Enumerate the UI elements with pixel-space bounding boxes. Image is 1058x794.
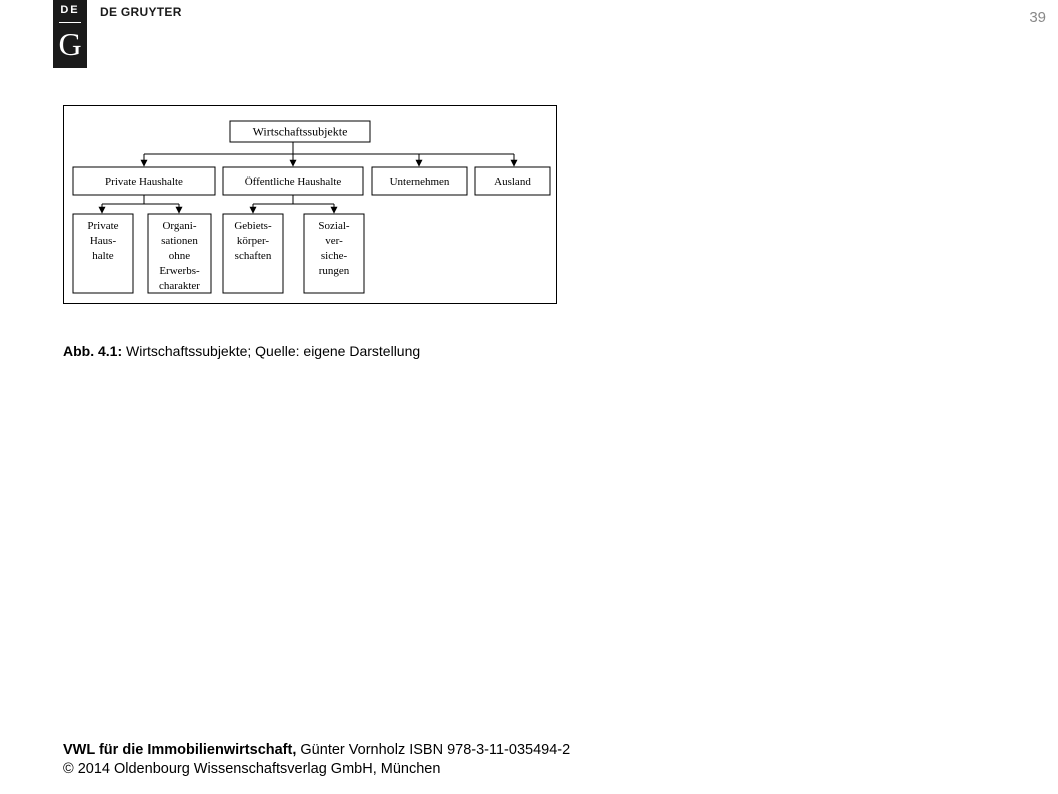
node-companies-label: Unternehmen xyxy=(389,176,450,188)
footer xyxy=(63,741,570,779)
node-non-profit-line: ohne xyxy=(168,250,191,262)
node-private-haushalte-line: Haus- xyxy=(89,235,117,247)
node-regional-authorities-line: Gebiets- xyxy=(234,220,272,232)
node-non-profit-organisations xyxy=(148,214,211,293)
node-social-insurance-line: ver- xyxy=(325,235,343,247)
publisher-name: DE GRUYTER xyxy=(100,5,182,19)
public-connectors xyxy=(253,195,334,213)
node-non-profit-line: Erwerbs- xyxy=(159,265,200,277)
node-root xyxy=(230,121,370,142)
author-isbn: Günter Vornholz ISBN 978-3-11-035494-2 xyxy=(300,742,571,758)
caption-label: Abb. 4.1: xyxy=(63,343,123,359)
figure-frame xyxy=(63,105,557,304)
node-non-profit-line: sationen xyxy=(161,235,198,247)
node-private-households-label: Private Haushalte xyxy=(105,176,183,188)
node-non-profit-line: Organi- xyxy=(162,220,197,232)
copyright-line: © 2014 Oldenbourg Wissenschaftsverlag GmbH, München xyxy=(63,761,441,777)
page-number: 39 xyxy=(1029,9,1046,26)
logo-divider xyxy=(59,22,81,23)
node-private-haushalte-line: halte xyxy=(92,250,114,262)
node-abroad xyxy=(475,167,550,195)
node-non-profit-line: charakter xyxy=(159,280,200,292)
figure-caption xyxy=(63,343,420,359)
node-private-haushalte xyxy=(73,214,133,293)
node-social-insurance xyxy=(304,214,364,293)
node-private-households xyxy=(73,167,215,195)
caption-text: Wirtschaftssubjekte; Quelle: eigene Darstellung xyxy=(126,343,421,359)
hierarchy-diagram xyxy=(64,106,558,305)
publisher-logo xyxy=(53,0,87,68)
node-public-households xyxy=(223,167,363,195)
node-public-households-label: Öffentliche Haushalte xyxy=(244,176,342,188)
logo-de-text: DE xyxy=(60,4,80,16)
node-root-label: Wirtschaftssubjekte xyxy=(252,124,348,139)
node-social-insurance-line: rungen xyxy=(318,265,350,277)
node-regional-authorities-line: schaften xyxy=(234,250,272,262)
node-social-insurance-line: siche- xyxy=(320,250,348,262)
node-abroad-label: Ausland xyxy=(494,176,531,188)
logo-g-letter: G xyxy=(58,26,82,62)
node-companies xyxy=(372,167,467,195)
node-regional-authorities xyxy=(223,214,283,293)
private-connectors xyxy=(102,195,179,213)
node-private-haushalte-line: Private xyxy=(87,220,119,232)
node-regional-authorities-line: körper- xyxy=(236,235,270,247)
root-connectors xyxy=(144,142,514,166)
book-title: VWL für die Immobilienwirtschaft, xyxy=(63,742,297,758)
node-social-insurance-line: Sozial- xyxy=(318,220,350,232)
footer-line-1 xyxy=(63,741,570,760)
